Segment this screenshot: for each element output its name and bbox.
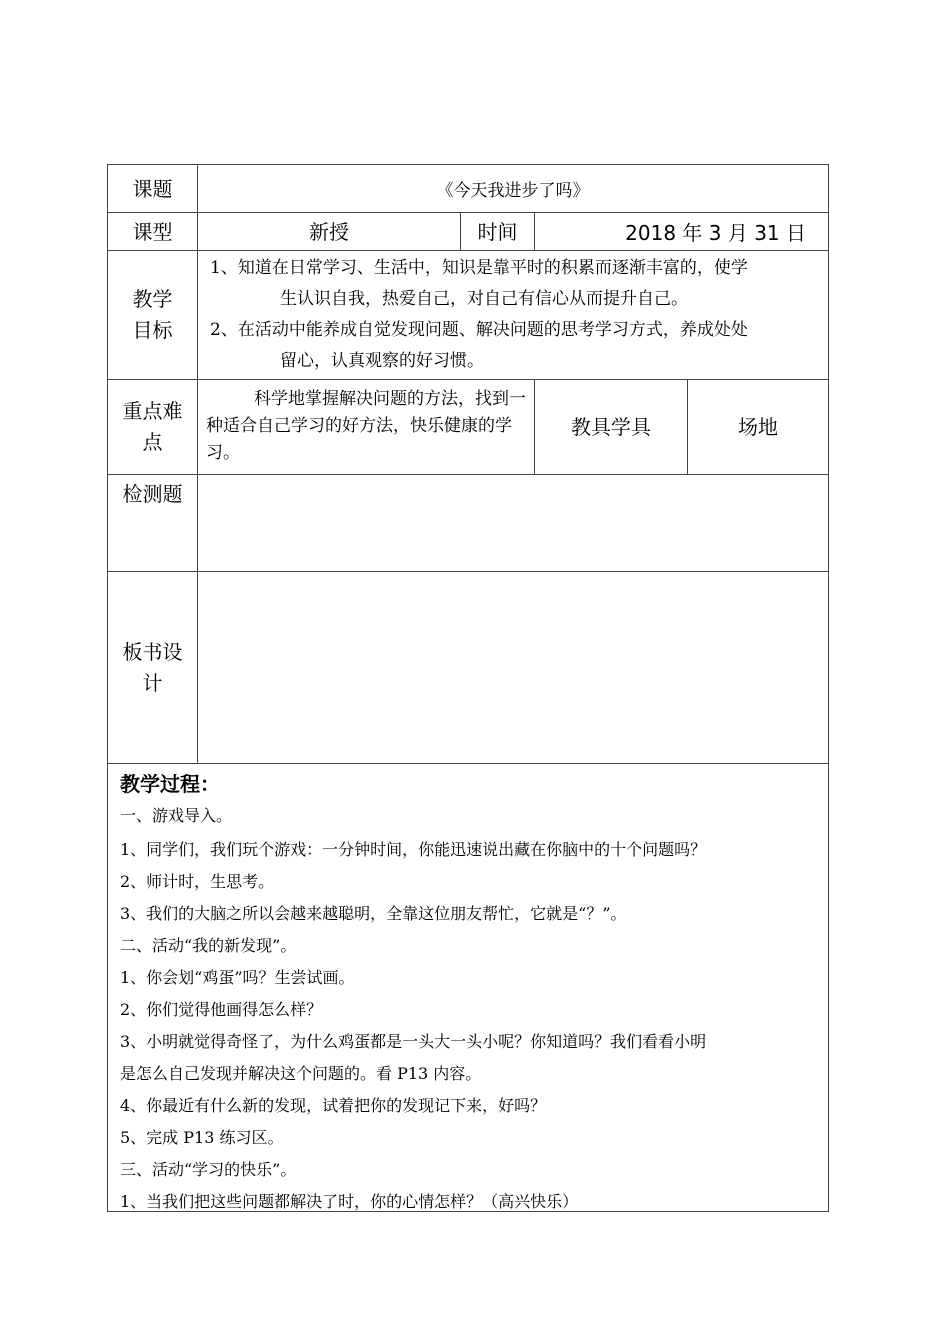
objective-line: 1、知道在日常学习、生活中，知识是靠平时的积累而逐渐丰富的，使学 (210, 258, 748, 278)
board-design-label: 板书设计 (107, 571, 198, 764)
process-line: 是怎么自己发现并解决这个问题的。看 P13 内容。 (120, 1064, 482, 1083)
test-content (197, 474, 829, 572)
teaching-process (107, 763, 829, 1212)
process-line: 1、你会划“鸡蛋”吗？生尝试画。 (120, 968, 355, 987)
process-line: 三、活动“学习的快乐”。 (120, 1160, 297, 1179)
process-heading: 教学过程： (120, 772, 220, 796)
venue-label: 场地 (687, 379, 829, 475)
objectives-text (197, 250, 829, 380)
type-label: 课型 (107, 212, 198, 251)
topic-value: 《今天我进步了吗》 (197, 164, 829, 213)
process-line: 4、你最近有什么新的发现，试着把你的发现记下来，好吗？ (120, 1096, 547, 1115)
objective-line: 生认识自我，热爱自己，对自己有信心从而提升自己。 (280, 289, 688, 309)
process-line: 1、当我们把这些问题都解决了时，你的心情怎样？（高兴快乐） (120, 1192, 579, 1211)
key-points-text: 科学地掌握解决问题的方法，找到一种适合自己学习的好方法，快乐健康的学习。 (197, 379, 535, 475)
test-label: 检测题 (107, 474, 198, 572)
key-points-label: 重点难点 (107, 379, 198, 475)
lesson-plan-table (107, 164, 829, 1212)
board-design-content (197, 571, 829, 764)
topic-label: 课题 (107, 164, 198, 213)
process-line: 2、你们觉得他画得怎么样？ (120, 1000, 323, 1019)
objective-line: 2、在活动中能养成自觉发现问题、解决问题的思考学习方式，养成处处 (210, 320, 748, 340)
process-line: 二、活动“我的新发现”。 (120, 936, 297, 955)
time-label: 时间 (460, 212, 535, 251)
type-value: 新授 (197, 212, 461, 251)
process-line: 一、游戏导入。 (120, 806, 233, 825)
teaching-tools-label: 教具学具 (534, 379, 688, 475)
process-line: 3、小明就觉得奇怪了，为什么鸡蛋都是一头大一头小呢？你知道吗？我们看看小明 (120, 1032, 707, 1051)
process-line: 1、同学们，我们玩个游戏：一分钟时间，你能迅速说出藏在你脑中的十个问题吗？ (120, 840, 707, 859)
objective-line: 留心，认真观察的好习惯。 (280, 351, 484, 371)
process-line: 2、师计时，生思考。 (120, 872, 275, 891)
objectives-label: 教学目标 (107, 250, 198, 380)
process-line: 3、我们的大脑之所以会越来越聪明，全靠这位朋友帮忙，它就是“？”。 (120, 904, 627, 923)
process-line: 5、完成 P13 练习区。 (120, 1128, 284, 1147)
time-value: 2018 年 3 月 31 日 (534, 212, 829, 251)
